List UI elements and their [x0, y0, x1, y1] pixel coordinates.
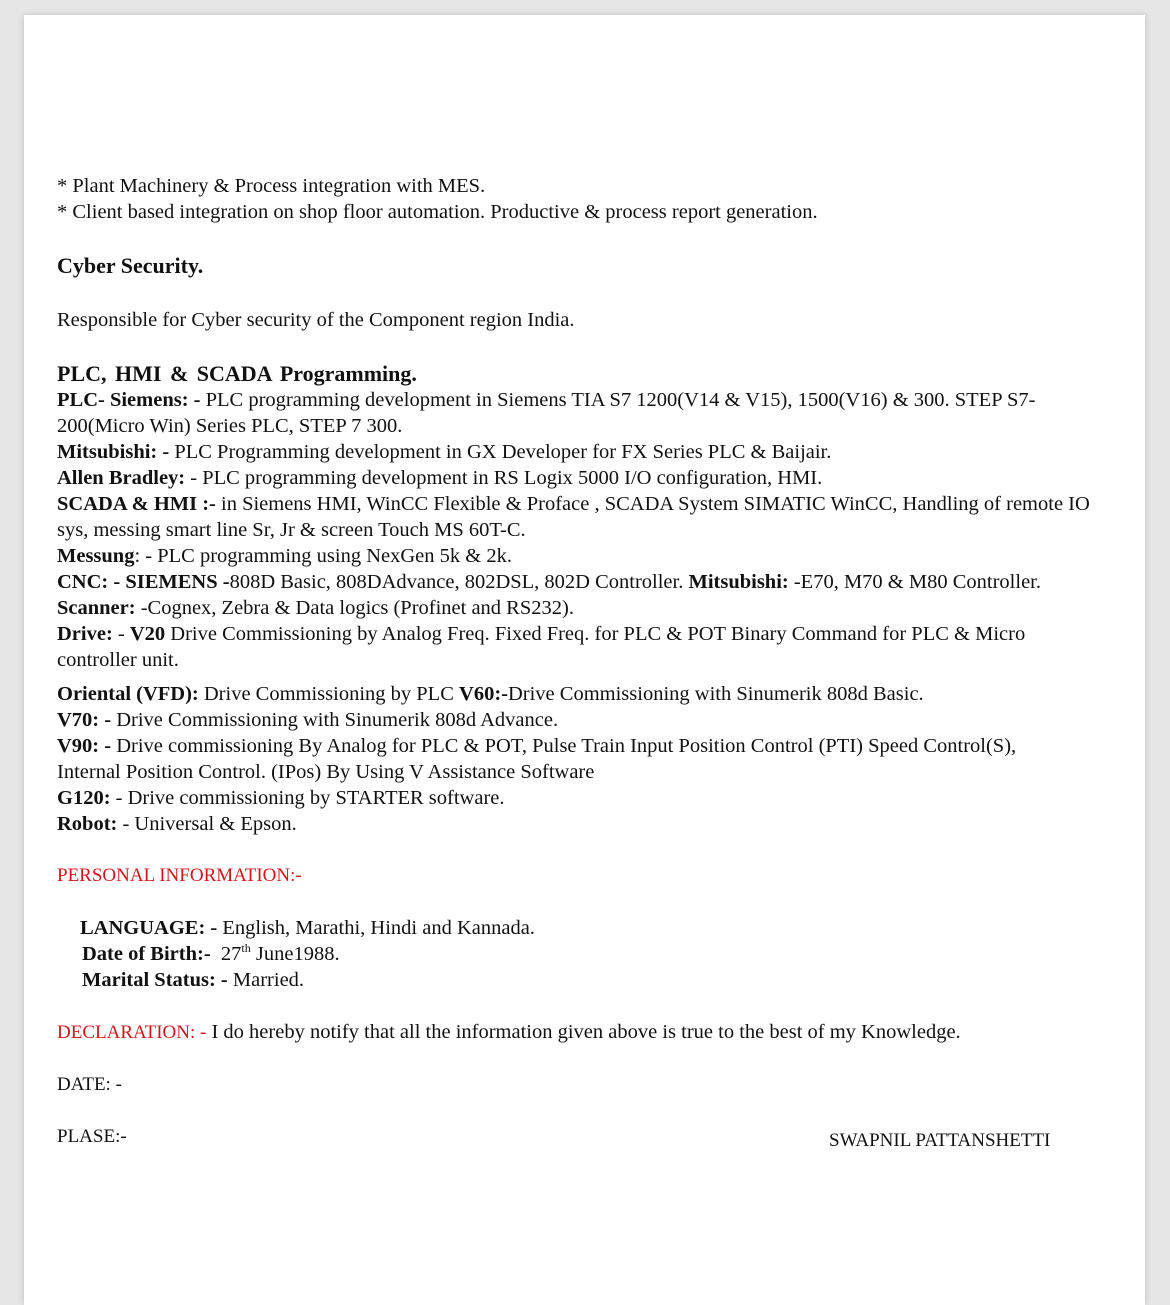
plc-robot-entry	[57, 811, 1107, 837]
entry-label: Oriental (VFD):	[57, 683, 199, 705]
marital-row	[57, 967, 1107, 993]
declaration-text: I do hereby notify that all the information given above is true to the best of my Knowledge.	[206, 1021, 961, 1043]
dob-label: Date of Birth:-	[82, 943, 211, 965]
dob-rest: June1988.	[250, 943, 340, 965]
date-field: DATE: -	[57, 1074, 122, 1095]
entry-text: - Drive commissioning by STARTER software.	[110, 787, 505, 809]
entry-label: SCADA & HMI :-	[57, 493, 216, 515]
entry-text: PLC programming development in Siemens TIA S7 1200(V14 & V15), 1500(V16) & 300. STEP S7-200(Micro Win) Series PLC, STEP 7 300.	[57, 389, 1036, 437]
entry-label: Allen Bradley:	[57, 467, 186, 489]
entry-label: PLC- Siemens: -	[57, 389, 201, 411]
plc-drive-entry	[57, 621, 1107, 673]
language-value: English, Marathi, Hindi and Kannada.	[217, 917, 535, 939]
signature-name: SWAPNIL PATTANSHETTI	[829, 1130, 1051, 1151]
entry-label: V90: -	[57, 735, 112, 757]
plc-section-heading: PLC, HMI & SCADA Programming.	[57, 361, 417, 386]
declaration-row	[57, 1019, 1107, 1046]
entry-text: Drive Commissioning by PLC	[198, 683, 460, 705]
plc-v70-entry	[57, 707, 1107, 733]
plc-allen-bradley-entry	[57, 465, 1107, 491]
entry-label-2: V20	[129, 623, 166, 645]
entry-text: -	[112, 623, 130, 645]
entry-label-2: V60:-	[459, 683, 508, 705]
plc-oriental-entry	[57, 681, 1107, 707]
plc-siemens-entry	[57, 387, 1107, 439]
bullet-item: * Client based integration on shop floor automation. Productive & process report generation.	[57, 201, 818, 223]
entry-label-2: Mitsubishi:	[688, 571, 789, 593]
marital-label: Marital Status: -	[82, 969, 228, 991]
plc-scanner-entry	[57, 595, 1107, 621]
entry-text: Drive Commissioning with Sinumerik 808d Advance.	[111, 709, 559, 731]
cyber-security-heading: Cyber Security.	[57, 253, 204, 278]
entry-label: Mitsubishi: -	[57, 441, 170, 463]
entry-label: CNC: - SIEMENS -	[57, 571, 230, 593]
entry-label: Messung	[57, 545, 135, 567]
entry-label: Drive:	[57, 623, 113, 645]
entry-text-2: Drive Commissioning with Sinumerik 808d Basic.	[507, 683, 924, 705]
entry-text: in Siemens HMI, WinCC Flexible & Proface , SCADA System SIMATIC WinCC, Handling of remote IO sys, messing smart line Sr, Jr & screen Touch MS 60T-C.	[57, 493, 1090, 541]
bullet-item: * Plant Machinery & Process integration with MES.	[57, 175, 486, 197]
cyber-security-text: Responsible for Cyber security of the Component region India.	[57, 309, 575, 331]
plc-mitsubishi-entry	[57, 439, 1107, 465]
entry-text: 808D Basic, 808DAdvance, 802DSL, 802D Controller.	[229, 571, 689, 593]
entry-text: -Cognex, Zebra & Data logics (Profinet and RS232).	[135, 597, 574, 619]
dob-day: 27	[210, 943, 242, 965]
document-body	[57, 173, 1107, 1150]
entry-label: V70: -	[57, 709, 112, 731]
dob-row	[57, 941, 1107, 967]
plc-messung-entry	[57, 543, 1107, 569]
declaration-label: DECLARATION: -	[57, 1022, 207, 1043]
entry-text-2: -E70, M70 & M80 Controller.	[788, 571, 1041, 593]
plc-g120-entry	[57, 785, 1107, 811]
plc-v90-entry	[57, 733, 1017, 785]
entry-label: Robot:	[57, 813, 118, 835]
marital-value: Married.	[227, 969, 305, 991]
entry-text: - Universal & Epson.	[117, 813, 297, 835]
language-row	[57, 915, 1107, 941]
plc-cnc-entry	[57, 569, 1107, 595]
language-label: LANGUAGE: -	[80, 917, 218, 939]
personal-info-heading: PERSONAL INFORMATION:-	[57, 865, 302, 886]
entry-label: G120:	[57, 787, 111, 809]
entry-text: - PLC programming development in RS Logix 5000 I/O configuration, HMI.	[185, 467, 823, 489]
document-page	[24, 15, 1145, 1305]
dob-ordinal: th	[241, 941, 251, 956]
entry-text-2: Drive Commissioning by Analog Freq. Fixed Freq. for PLC & POT Binary Command for PLC & Micro controller unit.	[57, 623, 1026, 671]
entry-label: Scanner:	[57, 597, 136, 619]
entry-text: Drive commissioning By Analog for PLC & POT, Pulse Train Input Position Control (PTI) Speed Control(S), Internal Position Control. (IPos) By Using V Assistance Software	[57, 735, 1017, 783]
place-field: PLASE:-	[57, 1126, 127, 1147]
plc-scada-hmi-entry	[57, 491, 1107, 543]
entry-text: : - PLC programming using NexGen 5k & 2k.	[134, 545, 512, 567]
entry-text: PLC Programming development in GX Developer for FX Series PLC & Baijair.	[169, 441, 832, 463]
